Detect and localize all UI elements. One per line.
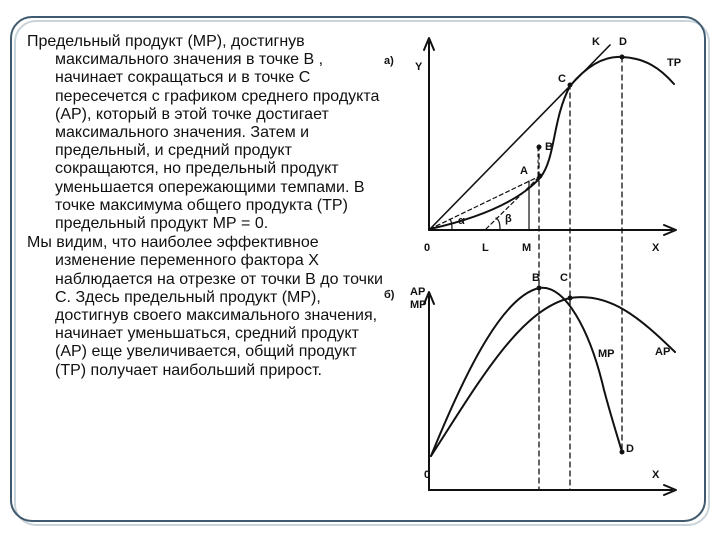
label-k: K bbox=[592, 36, 600, 48]
point-b2-dot bbox=[537, 286, 542, 291]
label-b: B bbox=[545, 141, 553, 153]
paragraph-marginal-product: Предельный продукт (МР), достигнув максимального значения в точке В , начинает сокращаться и в точке С пересечется с графиком среднего продукта (АР), который в этой точке достигает максимального значения. Затем и предельный, и средний продукт сокращаются, но предельный продукт уменьшается опережающими темпами. В точке максимума общего продукта (ТР) предельный продукт МР = 0. bbox=[27, 33, 380, 233]
angle-beta-arc bbox=[496, 218, 500, 229]
label-alpha: α bbox=[458, 215, 465, 227]
ray-oa bbox=[430, 176, 540, 229]
point-d2-dot bbox=[620, 450, 625, 455]
graph-a-origin: 0 bbox=[424, 242, 431, 254]
label-b2: B bbox=[532, 272, 540, 284]
graph-b-y-label-mp: MP bbox=[410, 299, 427, 311]
label-d2: D bbox=[626, 443, 634, 455]
label-c: C bbox=[558, 73, 566, 85]
point-c2-dot bbox=[568, 296, 573, 301]
label-l: L bbox=[482, 242, 489, 254]
tangent-at-a bbox=[486, 176, 540, 229]
label-a: A bbox=[520, 165, 528, 177]
label-d: D bbox=[619, 36, 627, 48]
panel-a-label: а) bbox=[384, 55, 394, 67]
point-c-dot bbox=[568, 83, 573, 88]
label-mp: MP bbox=[598, 348, 615, 360]
label-ap: AP bbox=[655, 346, 671, 358]
panel-b-label: б) bbox=[384, 289, 395, 301]
paragraph-effective-range: Мы видим, что наиболее эффективное изменение переменного фактора Х наблюдается на отрезке от точки В до точки С. Здесь предельный продукт (МР), достигнув своего максимального значения, начинает уменьшаться, средний продукт (АР) еще увеличивается, общий продукт (ТР) получает наибольший прирост. bbox=[27, 234, 383, 379]
ap-curve bbox=[431, 297, 675, 456]
label-m: M bbox=[522, 242, 532, 254]
graph-b-x-label: X bbox=[652, 469, 660, 481]
label-c2: C bbox=[560, 272, 568, 284]
point-d-dot bbox=[620, 55, 625, 60]
ray-ok bbox=[430, 45, 610, 229]
graph-b-y-label-ap: AP bbox=[410, 286, 426, 298]
graph-b-origin: 0 bbox=[424, 469, 431, 481]
graph-a-y-label: Y bbox=[415, 61, 423, 73]
label-tp: TP bbox=[667, 57, 682, 69]
mp-curve bbox=[431, 288, 622, 456]
label-beta: β bbox=[505, 213, 512, 225]
graph-a-x-label: X bbox=[652, 242, 660, 254]
point-a-dot bbox=[538, 174, 543, 179]
point-b-dot bbox=[537, 145, 542, 150]
